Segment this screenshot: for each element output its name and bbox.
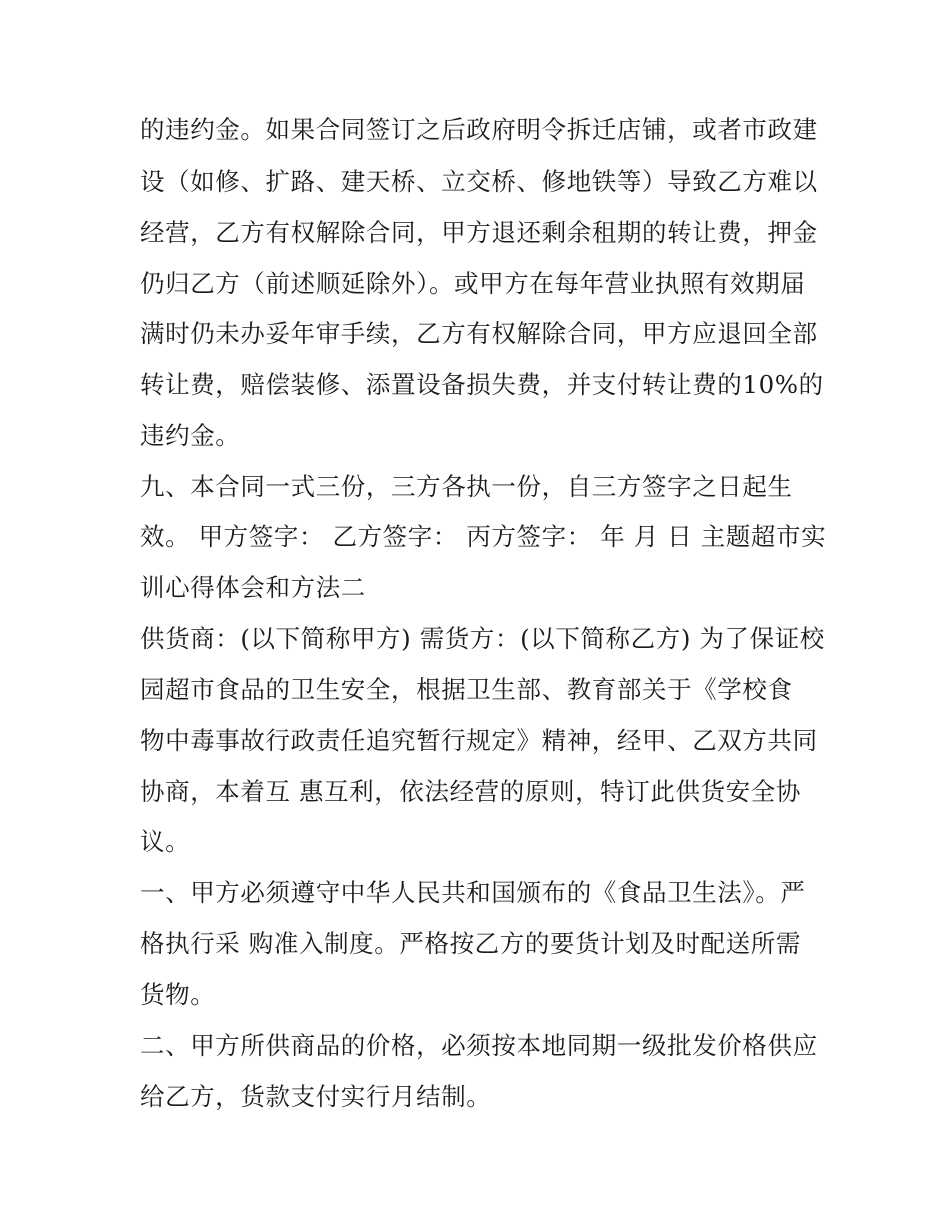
text-line: 格执行采 购准入制度。严格按乙方的要货计划及时配送所需 xyxy=(140,929,801,958)
text-line: 给乙方，货款支付实行月结制。 xyxy=(140,1082,492,1111)
text-line: 转让费，赔偿装修、添置设备损失费，并支付转让费的10%的 xyxy=(140,370,824,399)
text-line: 一、甲方必须遵守中华人民共和国颁布的《食品卫生法》。严 xyxy=(140,878,806,907)
text-line: 的违约金。如果合同签订之后政府明令拆迁店铺，或者市政建 xyxy=(140,115,818,144)
text-line: 九、本合同一式三份，三方各执一份，自三方签字之日起生 xyxy=(140,472,793,501)
text-line: 货物。 xyxy=(140,980,216,1009)
text-line: 议。 xyxy=(140,827,191,856)
text-line: 满时仍未办妥年审手续，乙方有权解除合同，甲方应退回全部 xyxy=(140,319,818,348)
text-line: 设（如修、扩路、建天桥、立交桥、修地铁等）导致乙方难以 xyxy=(140,167,818,196)
text-line: 经营，乙方有权解除合同，甲方退还剩余租期的转让费，押金 xyxy=(140,218,818,247)
text-line: 二、甲方所供商品的价格，必须按本地同期一级批发价格供应 xyxy=(140,1031,818,1060)
text-line: 训心得体会和方法二 xyxy=(140,573,366,602)
text-line: 协商，本着互 惠互利，依法经营的原则，特订此供货安全协 xyxy=(140,777,801,806)
text-line: 仍归乙方（前述顺延除外）。或甲方在每年营业执照有效期届 xyxy=(140,269,806,298)
text-line: 违约金。 xyxy=(140,421,241,450)
text-line: 物中毒事故行政责任追究暂行规定》精神，经甲、乙双方共同 xyxy=(140,726,818,755)
text-line: 供货商：(以下简称甲方) 需货方：(以下简称乙方) 为了保证校 xyxy=(140,624,825,653)
text-line: 园超市食品的卫生安全，根据卫生部、教育部关于《学校食 xyxy=(140,675,793,704)
text-line: 效。 甲方签字： 乙方签字： 丙方签字： 年 月 日 主题超市实 xyxy=(140,522,827,551)
